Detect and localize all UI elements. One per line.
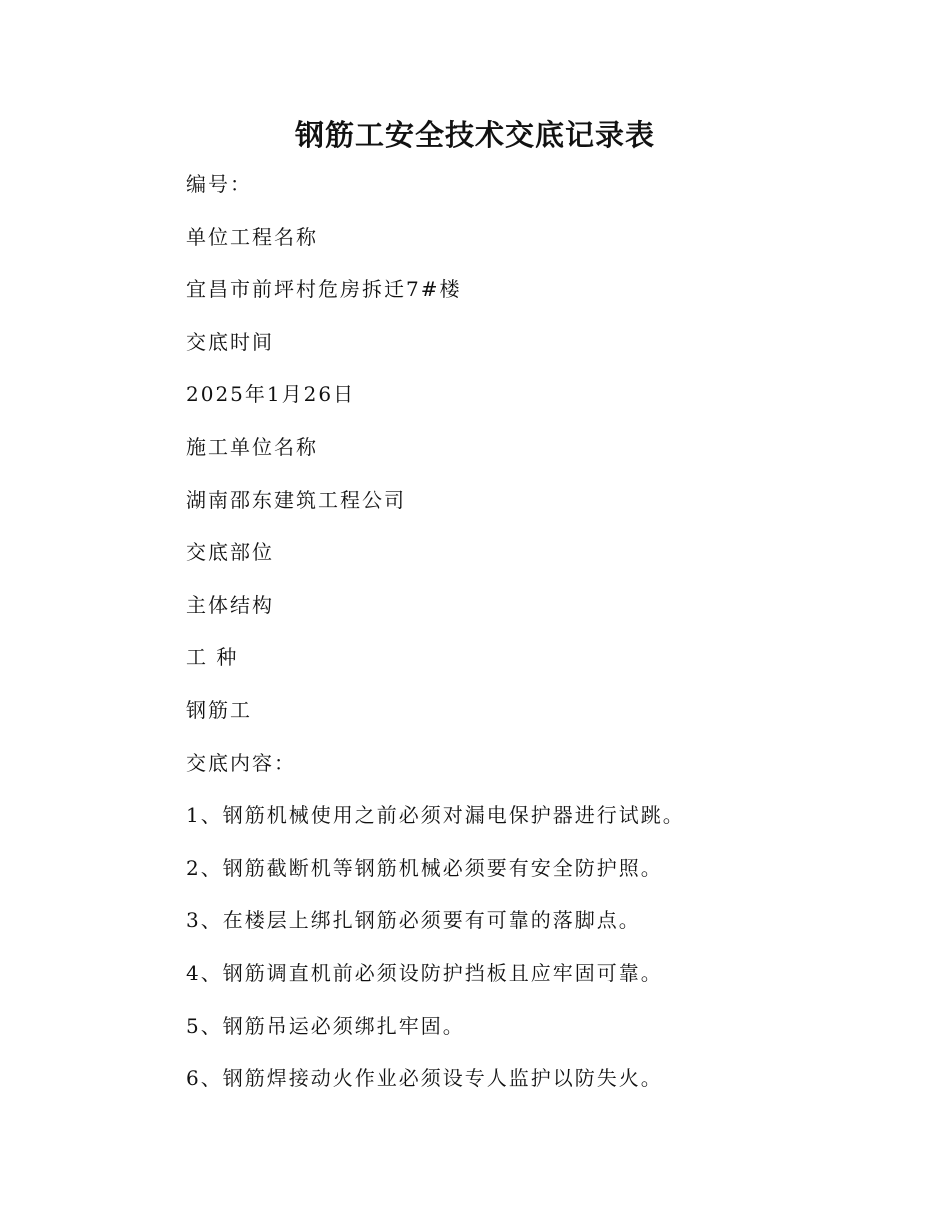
- trade-value: 钢筋工: [186, 697, 252, 722]
- content-item-2: 2、钢筋截断机等钢筋机械必须要有安全防护照。: [186, 855, 663, 880]
- briefing-content-label: 交底内容：: [186, 750, 296, 775]
- content-item-6: 6、钢筋焊接动火作业必须设专人监护以防失火。: [186, 1066, 663, 1091]
- record-number-label: 编号：: [186, 172, 252, 196]
- content-item-4: 4、钢筋调直机前必须设防护挡板且应牢固可靠。: [186, 960, 663, 985]
- content-item-1: 1、钢筋机械使用之前必须对漏电保护器进行试跳。: [186, 803, 685, 828]
- construction-unit-value: 湖南邵东建筑工程公司: [186, 487, 406, 512]
- trade-label: 工 种: [186, 645, 239, 670]
- document-body: [186, 170, 886, 1117]
- briefing-location-value: 主体结构: [186, 592, 274, 617]
- briefing-time-value: 2025年1月26日: [186, 382, 356, 407]
- project-name-value: 宜昌市前坪村危房拆迁7#楼: [186, 277, 462, 302]
- content-item-5: 5、钢筋吊运必须绑扎牢固。: [186, 1013, 465, 1038]
- construction-unit-label: 施工单位名称: [186, 434, 318, 459]
- project-name-label: 单位工程名称: [186, 224, 318, 249]
- briefing-location-label: 交底部位: [186, 540, 274, 565]
- document-title: 钢筋工安全技术交底记录表: [294, 118, 655, 152]
- briefing-time-label: 交底时间: [186, 329, 274, 354]
- content-item-3: 3、在楼层上绑扎钢筋必须要有可靠的落脚点。: [186, 908, 641, 933]
